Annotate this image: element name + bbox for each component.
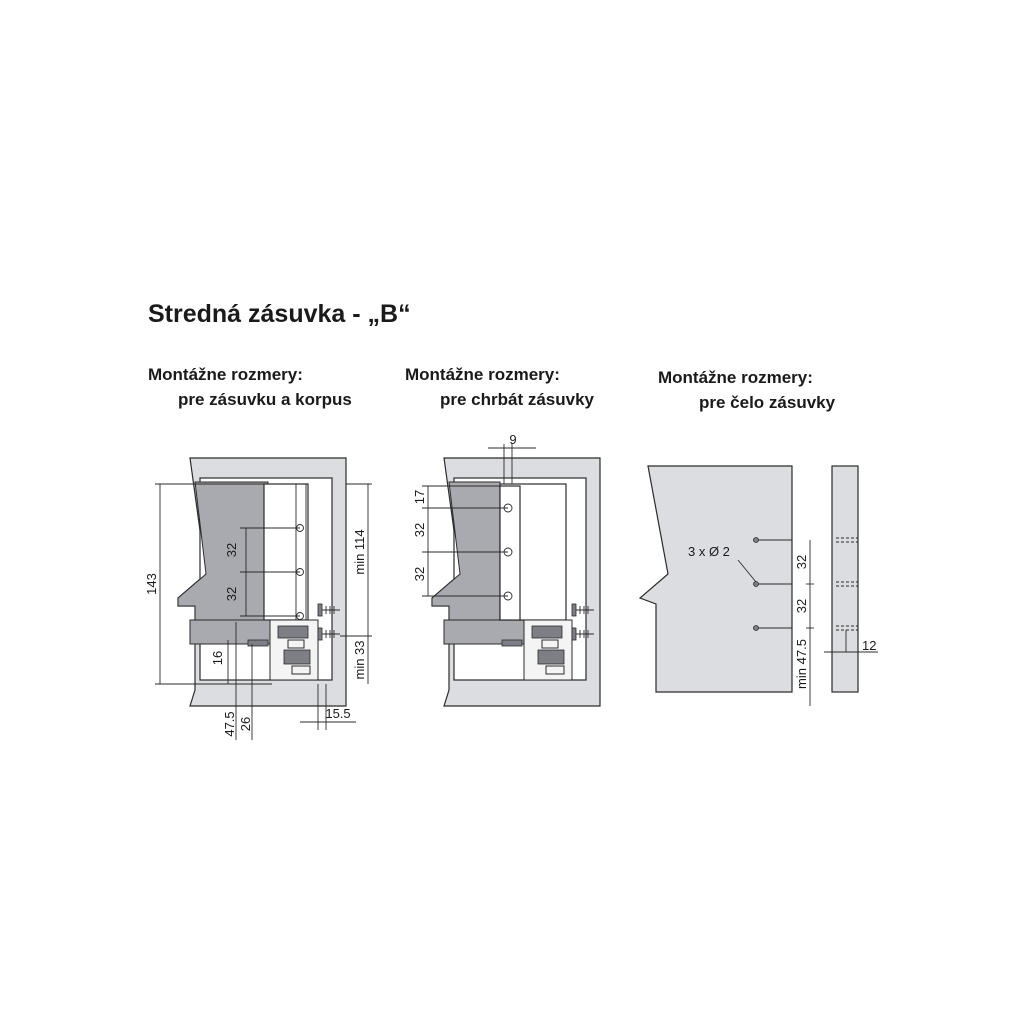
dim-32-upper: 32 bbox=[794, 554, 809, 570]
dim-min-114: min 114 bbox=[352, 529, 367, 575]
holes-label: 3 x Ø 2 bbox=[688, 544, 730, 559]
drawing-drawer-and-carcass bbox=[144, 458, 372, 740]
drawer-side-wall bbox=[178, 482, 268, 622]
dim-32-lower: 32 bbox=[224, 586, 239, 602]
panel-3-heading-line2: pre čelo zásuvky bbox=[699, 393, 836, 412]
drill-hole bbox=[754, 538, 759, 543]
dim-16: 16 bbox=[210, 650, 225, 666]
drawer-front-panel bbox=[640, 466, 792, 692]
panel-3-heading-line1: Montážne rozmery: bbox=[658, 368, 813, 387]
dim-143: 143 bbox=[144, 573, 159, 595]
panel-2-heading-line1: Montážne rozmery: bbox=[405, 365, 560, 384]
dim-47-5: 47.5 bbox=[222, 711, 237, 737]
dim-min-33: min 33 bbox=[352, 640, 367, 680]
dim-32-lower: 32 bbox=[412, 566, 427, 582]
drill-hole bbox=[754, 582, 759, 587]
drawing-drawer-front bbox=[640, 466, 878, 706]
dim-32-lower: 32 bbox=[794, 598, 809, 614]
drawer-back-plate bbox=[264, 484, 308, 620]
drawer-front-section bbox=[832, 466, 858, 692]
dim-32-upper: 32 bbox=[224, 542, 239, 558]
page-title: Stredná zásuvka - „B“ bbox=[148, 300, 411, 328]
panel-1-heading-line2: pre zásuvku a korpus bbox=[178, 390, 352, 409]
drill-hole bbox=[754, 626, 759, 631]
dim-9: 9 bbox=[509, 432, 517, 447]
dim-12: 12 bbox=[862, 638, 877, 653]
drawing-drawer-back bbox=[412, 432, 600, 706]
dim-min-47-5: min 47.5 bbox=[794, 639, 809, 689]
dim-32-upper: 32 bbox=[412, 522, 427, 538]
dim-17: 17 bbox=[412, 489, 427, 505]
dim-26: 26 bbox=[238, 716, 253, 732]
panel-1-heading-line1: Montážne rozmery: bbox=[148, 365, 303, 384]
panel-2-heading-line2: pre chrbát zásuvky bbox=[440, 390, 595, 409]
dim-15-5: 15.5 bbox=[325, 706, 351, 721]
